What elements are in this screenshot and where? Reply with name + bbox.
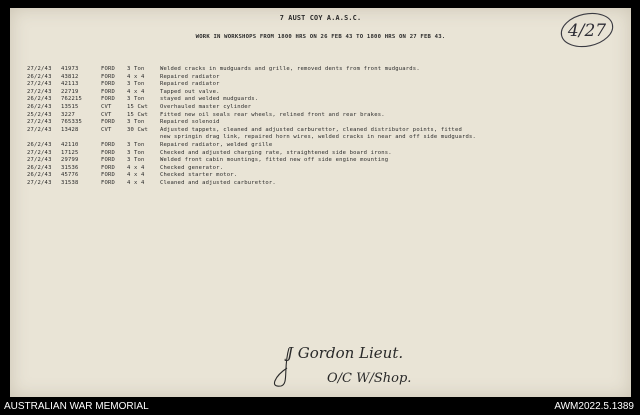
cell-work: stayed and welded mudguards. [160,96,259,103]
cell-date: 27/2/43 [27,157,52,164]
cell-make: FORD [101,149,116,156]
cell-work: Adjusted tappets, cleaned and adjusted carburettor, cleaned distributor points, fitted [160,126,462,133]
cell-type: 3 Ton [127,119,145,126]
cell-work: Repaired solenoid [160,119,220,126]
cell-number: 762215 [61,96,83,103]
cell-work: Repaired radiator, welded grille [160,141,273,148]
cell-work: Fitted new oil seals rear wheels, relined front and rear brakes. [160,111,385,118]
cell-number: 43812 [61,73,79,80]
cell-make: FORD [101,73,116,80]
cell-date: 27/2/43 [27,88,52,95]
cell-make: FORD [101,172,116,179]
cell-work: Repaired radiator [160,81,220,88]
cell-make [101,134,127,142]
cell-number: 13428 [61,126,79,133]
cell-make: FORD [101,179,116,186]
cell-type [127,134,160,142]
cell-number: 29799 [61,157,79,164]
table-row [27,81,617,89]
table-row [27,119,617,127]
table-row [27,157,617,165]
cell-date: 26/2/43 [27,96,52,103]
cell-work: new springin drag link, repaired horn wires, welded cracks in near and off side mudguards. [160,134,477,141]
signature-role: O/C W/Shop. [327,371,412,386]
cell-make: FORD [101,96,116,103]
cell-work: Tapped out valve. [160,88,220,95]
cell-type: 4 x 4 [127,73,145,80]
cell-number: 13515 [61,103,79,110]
cell-number: 22719 [61,88,79,95]
cell-date: 27/2/43 [27,66,52,72]
cell-date: 27/2/43 [27,81,52,88]
cell-date: 26/2/43 [27,141,52,148]
table-row [27,150,617,158]
work-log-table [27,66,617,188]
table-row [27,172,617,180]
signature [265,328,425,394]
table-row [27,112,617,120]
cell-make: CVT [101,111,112,118]
cell-make: FORD [101,157,116,164]
cell-type: 3 Ton [127,157,145,164]
cell-make: FORD [101,141,116,148]
table-row [27,142,617,150]
cell-type: 3 Ton [127,66,145,72]
cell-number: 45776 [61,172,79,179]
table-row [27,180,617,188]
cell-number: 17125 [61,149,79,156]
cell-type: 3 Ton [127,149,145,156]
table-row [27,66,617,74]
cell-type: 3 Ton [127,141,145,148]
cell-work: Checked and adjusted charging rate, straightened side board irons. [160,149,392,156]
cell-type: 30 Cwt [127,126,149,133]
cell-number: 31536 [61,164,79,171]
cell-number: 31538 [61,179,79,186]
cell-work: Checked generator. [160,164,224,171]
cell-make: FORD [101,119,116,126]
cell-date [27,134,61,142]
document-title: WORK IN WORKSHOPS FROM 1800 HRS ON 26 FEB 43 TO 1800 HRS ON 27 FEB 43. [195,34,446,40]
cell-work: Checked starter motor. [160,172,238,179]
cell-date: 27/2/43 [27,149,52,156]
cell-number: 3227 [61,111,76,118]
cell-type: 4 x 4 [127,172,145,179]
signature-name: J Gordon Lieut. [287,344,404,362]
cell-number: 42110 [61,141,79,148]
cell-number: 41973 [61,66,79,72]
cell-date: 26/2/43 [27,164,52,171]
cell-work: Welded front cabin mountings, fitted new off side engine mounting [160,157,389,164]
cell-work: Cleaned and adjusted carburettor. [160,179,276,186]
cell-date: 27/2/43 [27,119,52,126]
document-page [10,8,631,397]
cell-type: 15 Cwt [127,111,149,118]
cell-make: CVT [101,103,112,110]
table-row [27,127,617,135]
table-row [27,74,617,82]
cell-type: 4 x 4 [127,88,145,95]
accession-number: AWM2022.5.1389 [554,401,634,412]
folio-annotation [557,10,617,50]
archive-caption: AUSTRALIAN WAR MEMORIAL [4,401,149,412]
table-row [27,165,617,173]
cell-make: CVT [101,126,112,133]
table-row [27,104,617,112]
cell-work: Welded cracks in mudguards and grille, removed dents from front mudguards. [160,66,420,72]
cell-type: 4 x 4 [127,179,145,186]
cell-date: 25/2/43 [27,111,52,118]
table-row [27,89,617,97]
folio-number: 4/27 [567,21,607,41]
cell-number [61,134,101,142]
cell-make: FORD [101,164,116,171]
cell-type: 15 Cwt [127,103,149,110]
cell-work: Repaired radiator [160,73,220,80]
cell-make: FORD [101,81,116,88]
cell-type: 4 x 4 [127,164,145,171]
table-row [27,134,617,142]
cell-type: 3 Ton [127,96,145,103]
cell-work: Overhauled master cylinder [160,103,252,110]
cell-number: 765335 [61,119,83,126]
cell-make: FORD [101,66,116,72]
cell-type: 3 Ton [127,81,145,88]
table-row [27,96,617,104]
cell-date: 27/2/43 [27,126,52,133]
cell-date: 26/2/43 [27,103,52,110]
cell-number: 42113 [61,81,79,88]
cell-date: 26/2/43 [27,73,52,80]
unit-heading: 7 AUST COY A.A.S.C. [279,14,362,22]
cell-date: 27/2/43 [27,179,52,186]
cell-make: FORD [101,88,116,95]
cell-date: 26/2/43 [27,172,52,179]
